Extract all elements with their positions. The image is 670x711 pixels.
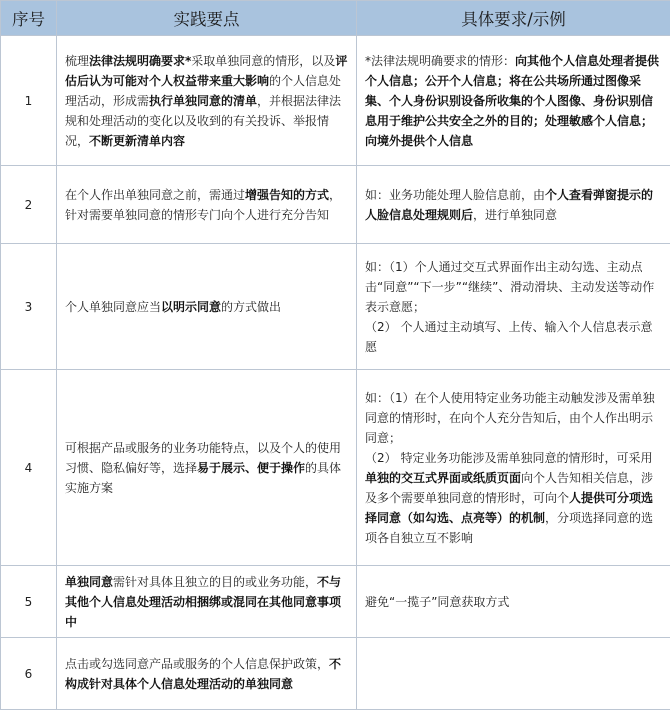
table-row — [1, 566, 670, 638]
body-text: 在个人作出单独同意之前，需通过 — [65, 187, 246, 202]
emphasized-text: 易于展示、便于操作 — [197, 460, 306, 475]
table-header-row — [1, 1, 670, 36]
table-row — [1, 36, 670, 166]
body-text: ，分项选择同意的选项各自独立互不影响 — [365, 510, 654, 545]
body-text: *法律法规明确要求的情形： — [365, 53, 516, 68]
body-text: 梳理 — [65, 53, 90, 68]
body-text: 可根据产品或服务的业务功能特点，以及个人的使用习惯、隐私偏好等，选择 — [65, 440, 342, 475]
row-number: 3 — [1, 244, 57, 370]
requirement-cell — [357, 36, 670, 166]
table-row — [1, 166, 670, 244]
table-row — [1, 638, 670, 710]
emphasized-text: 以明示同意 — [161, 299, 222, 314]
emphasized-text: 人提供可分项选择同意（如勾选、点亮等）的机制 — [365, 490, 654, 525]
row-number: 5 — [1, 566, 57, 638]
practice-cell — [57, 36, 357, 166]
body-text: ，进行单独同意 — [473, 207, 558, 222]
emphasized-text: 执行单独同意的清单 — [149, 93, 258, 108]
practice-cell — [57, 166, 357, 244]
row-number: 2 — [1, 166, 57, 244]
body-text: 如：业务功能处理人脸信息前，由 — [365, 187, 546, 202]
emphasized-text: 评估后认为可能对个人权益带来重大影响 — [65, 53, 348, 88]
header-requirements-examples: 具体要求/示例 — [357, 1, 670, 36]
requirement-cell — [357, 566, 670, 638]
requirement-cell — [357, 166, 670, 244]
emphasized-text: 法律法规明确要求* — [89, 53, 192, 68]
body-text: 避免“一揽子”同意获取方式 — [365, 594, 510, 609]
body-text: （2） 个人通过主动填写、上传、输入个人信息表示意愿 — [365, 319, 653, 354]
body-text: 如：（1）在个人使用特定业务功能主动触发涉及需单独同意的情形时，在向个人充分告知后，由个人作出明示同意； — [365, 390, 655, 445]
body-text: 个人单独同意应当 — [65, 299, 162, 314]
body-text: 需针对具体且独立的目的或业务功能， — [113, 574, 318, 589]
practice-cell — [57, 370, 357, 566]
table-row — [1, 370, 670, 566]
body-text: 的方式做出 — [221, 299, 282, 314]
emphasized-text: 不与其他个人信息处理活动相捆绑或混同在其他同意事项中 — [65, 574, 342, 629]
body-text: （2） 特定业务功能涉及需单独同意的情形时，可采用 — [365, 450, 653, 465]
practice-cell — [57, 638, 357, 710]
requirement-cell — [357, 638, 670, 710]
emphasized-text: 个人查看弹窗提示的人脸信息处理规则后 — [365, 187, 654, 222]
requirement-cell — [357, 370, 670, 566]
emphasized-text: 单独的交互式界面或纸质页面 — [365, 470, 522, 485]
emphasized-text: 向其他个人信息处理者提供个人信息；公开个人信息；将在公共场所通过图像采集、个人身份识别设备所收集的个人图像、身份识别信息用于维护公共安全之外的目的；处理敏感个人信息；向境外提供个人信息 — [365, 53, 660, 148]
header-serial-number: 序号 — [1, 1, 57, 36]
body-text: 采取单独同意的情形，以及 — [191, 53, 336, 68]
row-number: 1 — [1, 36, 57, 166]
row-number: 6 — [1, 638, 57, 710]
requirement-cell — [357, 244, 670, 370]
body-text: 的个人信息处理活动，形成需 — [65, 73, 342, 108]
practice-cell — [57, 566, 357, 638]
body-text: 的具体实施方案 — [65, 460, 342, 495]
emphasized-text: 增强告知的方式 — [245, 187, 330, 202]
body-text: 点击或勾选同意产品或服务的个人信息保护政策， — [65, 656, 330, 671]
row-number: 4 — [1, 370, 57, 566]
body-text: ，针对需要单独同意的情形专门向个人进行充分告知 — [65, 187, 342, 222]
table-row — [1, 244, 670, 370]
body-text: 向个人告知相关信息，涉及多个需要单独同意的情形时，可向个 — [365, 470, 654, 505]
body-text: 如：（1）个人通过交互式界面作出主动勾选、主动点击“同意”“下一步”“继续”、滑动滑块、主动发送等动作表示意愿； — [365, 259, 655, 314]
header-practice-points: 实践要点 — [57, 1, 357, 36]
body-text: ，并根据法律法规和处理活动的变化以及收到的有关投诉、举报情况， — [65, 93, 342, 148]
practice-cell — [57, 244, 357, 370]
emphasized-text: 不断更新清单内容 — [89, 133, 186, 148]
emphasized-text: 不构成针对具体个人信息处理活动的单独同意 — [65, 656, 342, 691]
emphasized-text: 单独同意 — [65, 574, 114, 589]
